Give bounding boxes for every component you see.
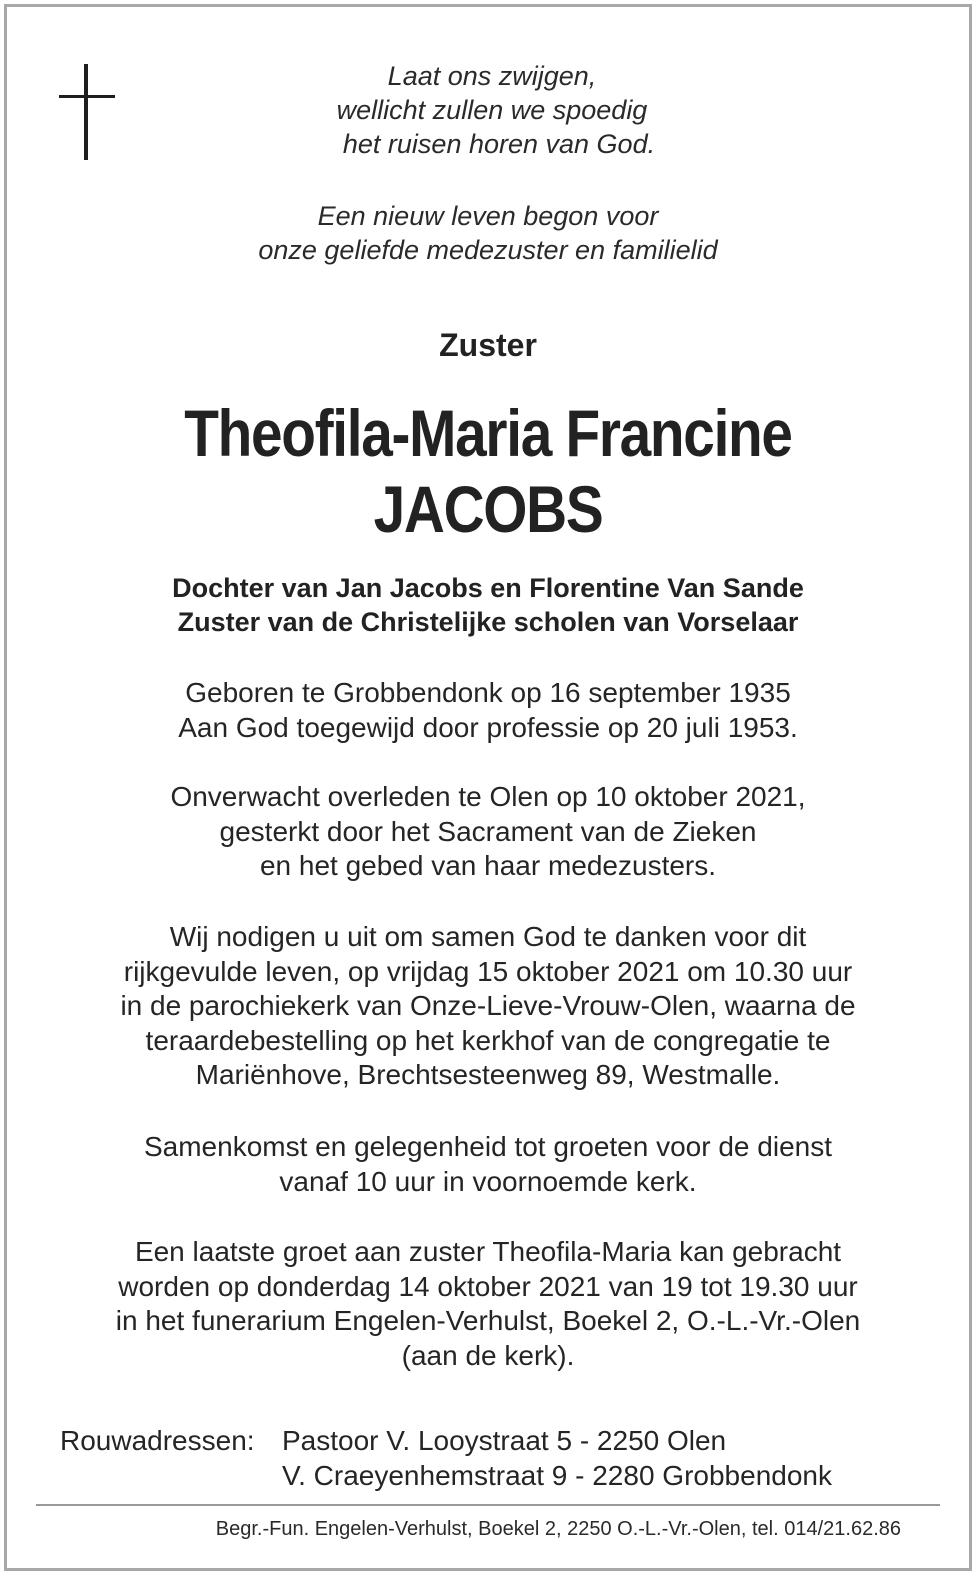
gathering-line: Samenkomst en gelegenheid tot groeten voor de dienst <box>143 1131 832 1162</box>
intro-line: onze geliefde medezuster en familielid <box>258 235 718 265</box>
poem-line: Laat ons zwijgen, <box>387 61 597 91</box>
name-line-1: Theofila-Maria Francine <box>184 396 792 470</box>
service-line: Wij nodigen u uit om samen God te danken voor dit <box>169 921 807 952</box>
mourning-addresses <box>60 1423 832 1493</box>
subtitle-line: Dochter van Jan Jacobs en Florentine Van Sande <box>172 573 804 603</box>
farewell-paragraph <box>47 1235 929 1373</box>
divider <box>36 1504 940 1506</box>
funeral-home-footer: Begr.-Fun. Engelen-Verhulst, Boekel 2, 2250 O.-L.-Vr.-Olen, tel. 014/21.62.86 <box>215 1518 901 1540</box>
death-line: Onverwacht overleden te Olen op 10 oktober 2021, <box>170 781 806 812</box>
death-line: en het gebed van haar medezusters. <box>259 850 717 881</box>
birth-line: Geboren te Grobbendonk op 16 september 1935 <box>185 677 791 708</box>
poem-line: wellicht zullen we spoedig <box>336 95 648 125</box>
addresses-label: Rouwadressen: <box>60 1425 255 1456</box>
death-line: gesterkt door het Sacrament van de Zieken <box>219 815 757 847</box>
farewell-line: worden op donderdag 14 oktober 2021 van 19 tot 19.30 uur <box>118 1270 858 1302</box>
service-paragraph <box>47 920 929 1093</box>
address-line: Pastoor V. Looystraat 5 - 2250 Olen <box>282 1425 727 1456</box>
birth-paragraph <box>47 676 929 745</box>
title: Zuster <box>439 327 537 363</box>
name-line-2: JACOBS <box>373 472 603 546</box>
poem-line: het ruisen horen van God. <box>342 129 656 159</box>
deceased-name <box>74 395 901 547</box>
service-line: teraardebestelling op het kerkhof van de congregatie te <box>145 1024 831 1056</box>
farewell-line: in het funerarium Engelen-Verhulst, Boekel 2, O.-L.-Vr.-Olen <box>115 1305 861 1336</box>
obituary-card <box>4 4 972 1571</box>
farewell-line: (aan de kerk). <box>401 1339 575 1371</box>
gathering-paragraph <box>47 1130 929 1199</box>
subtitle-line: Zuster van de Christelijke scholen van Vorselaar <box>177 607 799 637</box>
intro-line: Een nieuw leven begon voor <box>317 201 659 231</box>
farewell-line: Een laatste groet aan zuster Theofila-Maria kan gebracht <box>134 1236 842 1267</box>
intro-text <box>7 199 969 267</box>
service-line: rijkgevulde leven, op vrijdag 15 oktober 2021 om 10.30 uur <box>123 955 853 987</box>
birth-line: Aan God toegewijd door professie op 20 juli 1953. <box>178 711 798 743</box>
death-paragraph <box>47 780 929 884</box>
service-line: Mariënhove, Brechtsesteenweg 89, Westmalle. <box>195 1059 781 1090</box>
poem <box>7 59 969 161</box>
address-line: V. Craeyenhemstraat 9 - 2280 Grobbendonk <box>282 1460 832 1491</box>
service-line: in de parochiekerk van Onze-Lieve-Vrouw-Olen, waarna de <box>120 990 856 1021</box>
gathering-line: vanaf 10 uur in voornoemde kerk. <box>279 1165 697 1197</box>
subtitle <box>7 571 969 639</box>
